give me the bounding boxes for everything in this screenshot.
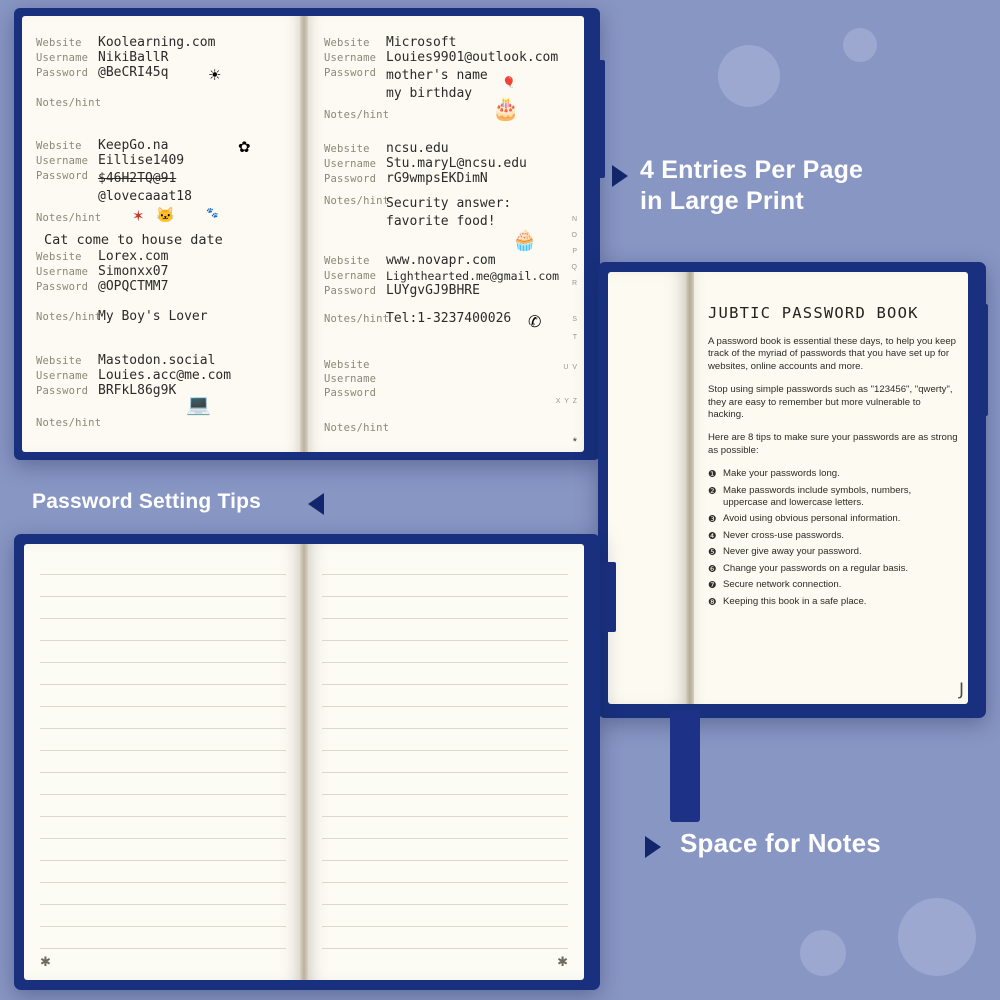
field-label-website: Website: [324, 255, 370, 267]
background-circle: [843, 28, 877, 62]
field-label-username: Username: [36, 370, 89, 382]
password-tips-book: [598, 262, 986, 718]
list-number: ❶: [708, 468, 717, 480]
list-number: ❷: [708, 484, 717, 496]
callout-marker-entries-icon: [612, 165, 628, 187]
field-value-website: www.novapr.com: [386, 253, 496, 268]
entry-item: [36, 36, 286, 110]
field-value-notes: Tel:1-3237400026: [386, 311, 512, 326]
field-value-website: Mastodon.social: [98, 353, 216, 368]
index-tab[interactable]: P: [572, 248, 578, 255]
list-item: [708, 485, 958, 510]
field-label-website: Website: [324, 37, 370, 49]
birthday-cake-doodle: 🎂: [492, 96, 520, 121]
field-value-username: Eillise1409: [98, 153, 185, 168]
field-value-notes-line2: favorite food!: [386, 214, 496, 229]
field-value-username: Stu.maryL@ncsu.edu: [386, 156, 527, 171]
field-label-website: Website: [36, 140, 82, 152]
field-label-password: Password: [324, 285, 377, 297]
field-value-password: mother's name: [386, 68, 488, 83]
field-value-password-struck: $46H2TQ@91: [98, 171, 177, 186]
field-value-password-corrected: @lovecaaat18: [98, 189, 192, 204]
field-label-notes: Notes/hint: [36, 311, 102, 323]
callout-tips: Password Setting Tips: [32, 490, 262, 513]
list-text: Keeping this book in a safe place.: [723, 595, 867, 607]
field-value-password-alt: my birthday: [386, 86, 473, 101]
elastic-band: [970, 304, 988, 416]
field-value-website: ncsu.edu: [386, 141, 449, 156]
callout-entries-line2: in Large Print: [640, 187, 804, 215]
book-gutter: [300, 544, 308, 980]
field-label-password: Password: [36, 281, 89, 293]
list-text: Make your passwords long.: [723, 468, 840, 480]
left-page: [608, 272, 688, 704]
list-text: Never cross-use passwords.: [723, 529, 845, 541]
left-page: [24, 544, 302, 980]
right-page-content: [306, 16, 584, 452]
background-circle: [718, 45, 780, 107]
ribbon-bookmark: [670, 710, 700, 822]
field-label-username: Username: [36, 52, 89, 64]
field-label-notes: Notes/hint: [324, 313, 390, 325]
field-value-username: Simonxx07: [98, 264, 169, 279]
entry-item: [36, 250, 286, 325]
entry-item-empty: [324, 358, 566, 435]
index-tab[interactable]: O: [571, 232, 578, 239]
field-value-website: Microsoft: [386, 35, 457, 50]
field-label-website: Website: [36, 251, 82, 263]
field-label-username: Username: [324, 373, 377, 385]
list-item: [708, 530, 958, 542]
field-value-website: Lorex.com: [98, 249, 169, 264]
corner-star-icon: ✱: [557, 954, 568, 969]
field-value-notes: My Boy's Lover: [98, 309, 208, 324]
tips-paragraph-2: Stop using simple passwords such as "123456", "qwerty", they are easy to remember but more vulnerable to hacking.: [708, 384, 953, 421]
background-circle: [800, 930, 846, 976]
field-label-username: Username: [324, 270, 377, 282]
field-value-password: @OPQCTMM7: [98, 279, 169, 294]
field-value-username: NikiBallR: [98, 50, 169, 65]
book-gutter: [686, 272, 694, 704]
index-tab[interactable]: Q: [571, 264, 578, 271]
index-tab[interactable]: N: [571, 216, 578, 223]
field-value-website: Koolearning.com: [98, 35, 216, 50]
sun-doodle: ☀: [208, 67, 222, 84]
field-label-password: Password: [36, 67, 89, 79]
background-circle: [898, 898, 976, 976]
index-tab[interactable]: R: [571, 280, 578, 287]
field-label-website: Website: [324, 359, 370, 371]
field-value-password: @BeCRI45q: [98, 65, 169, 80]
field-value-password: BRFkL86g9K: [98, 383, 177, 398]
callout-notes: Space for Notes: [680, 828, 881, 858]
callout-marker-tips-icon: [308, 493, 324, 515]
entry-item: [36, 354, 286, 430]
list-text: Secure network connection.: [723, 579, 842, 591]
field-label-password: Password: [324, 67, 377, 79]
field-value-username: Louies.acc@me.com: [98, 368, 232, 383]
field-label-notes: Notes/hint: [36, 417, 102, 429]
field-label-password: Password: [324, 387, 377, 399]
password-entries-book: [14, 8, 600, 460]
index-tab[interactable]: S: [572, 316, 578, 323]
list-item: [708, 579, 958, 591]
corner-star-icon: ✱: [40, 954, 51, 969]
tips-paragraph-3: Here are 8 tips to make sure your passwords are as strong as possible:: [708, 432, 958, 456]
field-label-notes: Notes/hint: [36, 97, 102, 109]
index-tab[interactable]: T: [572, 334, 578, 341]
notes-book: [14, 534, 600, 990]
list-number: ❹: [708, 529, 717, 541]
field-label-notes: Notes/hint: [324, 422, 390, 434]
left-page-content: [22, 16, 302, 452]
balloon-doodle: 🎈: [502, 77, 516, 89]
brand-logo-icon: J: [958, 680, 964, 700]
star-doodle: ✶: [132, 208, 145, 225]
field-label-password: Password: [36, 170, 89, 182]
index-tab[interactable]: X Y Z: [555, 398, 578, 405]
phone-doodle: ✆: [528, 314, 542, 331]
field-label-password: Password: [36, 385, 89, 397]
elastic-band: [585, 60, 605, 178]
list-text: Avoid using obvious personal information.: [723, 513, 901, 525]
right-page: [306, 544, 584, 980]
list-number: ❽: [708, 595, 717, 607]
list-number: ❺: [708, 546, 717, 558]
callout-marker-notes-icon: [645, 836, 661, 858]
field-label-password: Password: [324, 173, 377, 185]
cat-doodle: 🐱: [156, 207, 175, 224]
field-label-username: Username: [36, 266, 89, 278]
list-text: Change your passwords on a regular basis.: [723, 562, 909, 574]
field-label-notes: Notes/hint: [324, 109, 390, 121]
entry-item: [324, 36, 566, 122]
tips-page-body: [708, 336, 958, 612]
field-label-website: Website: [36, 355, 82, 367]
tips-paragraph-1: A password book is essential these days, to help you keep track of the myriad of passwords that you have set up for websites, online accounts and more.: [708, 336, 956, 372]
callout-entries: [640, 155, 960, 217]
paw-doodle: 🐾: [206, 208, 219, 219]
field-label-username: Username: [324, 158, 377, 170]
callout-entries-line1: 4 Entries Per Page: [640, 156, 864, 184]
list-text: Never give away your password.: [723, 546, 862, 558]
field-label-website: Website: [324, 143, 370, 155]
ruled-lines: [306, 544, 584, 980]
field-label-notes: Notes/hint: [36, 212, 102, 224]
list-item: [708, 513, 958, 525]
field-value-website: KeepGo.na: [98, 138, 169, 153]
field-value-username: Louies9901@outlook.com: [386, 50, 559, 65]
list-item: [708, 546, 958, 558]
clover-doodle: ✿: [238, 139, 251, 156]
list-number: ❻: [708, 562, 717, 574]
ruled-lines: [24, 544, 302, 980]
list-item: [708, 563, 958, 575]
field-label-website: Website: [36, 37, 82, 49]
list-number: ❸: [708, 513, 717, 525]
field-value-notes: Security answer:: [386, 196, 512, 211]
field-value-password: LUYgvGJ9BHRE: [386, 283, 480, 298]
tips-page-title: JUBTIC PASSWORD BOOK: [708, 304, 919, 322]
cupcake-doodle: 🧁: [512, 230, 537, 252]
list-number: ❼: [708, 579, 717, 591]
index-tab[interactable]: U V: [563, 364, 578, 371]
list-item: [708, 596, 958, 608]
field-label-notes: Notes/hint: [324, 195, 390, 207]
field-label-username: Username: [36, 155, 89, 167]
laptop-doodle: 💻: [186, 394, 211, 416]
field-value-username: Lighthearted.me@gmail.com: [386, 269, 560, 283]
entry-heading-note: Cat come to house date: [44, 232, 223, 248]
field-label-username: Username: [324, 52, 377, 64]
field-value-password: rG9wmpsEKDimN: [386, 171, 488, 186]
tips-list: [708, 468, 958, 608]
list-item: [708, 468, 958, 480]
entry-item: [324, 142, 566, 231]
list-text: Make passwords include symbols, numbers, uppercase and lowercase letters.: [723, 484, 912, 509]
index-tab-star[interactable]: *: [572, 436, 578, 448]
